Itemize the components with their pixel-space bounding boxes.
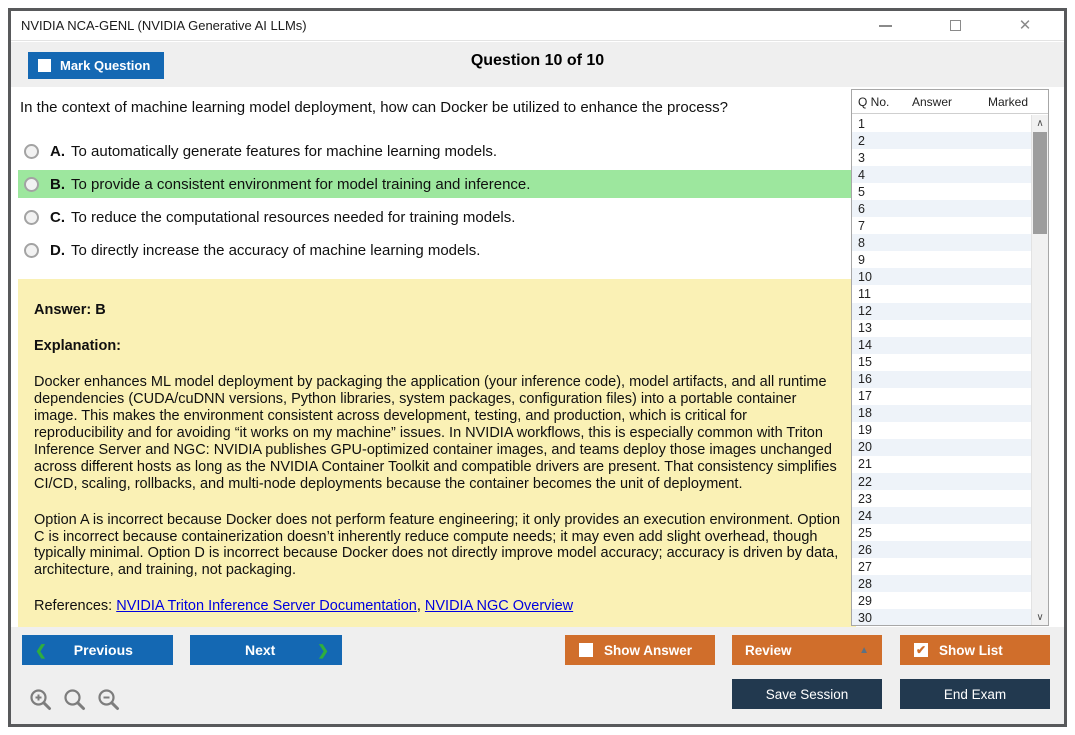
option-letter: A. (50, 142, 65, 160)
window-controls (876, 17, 1034, 35)
title-bar (11, 11, 1064, 41)
question-list-row[interactable] (852, 149, 1031, 166)
references-label: References: (34, 598, 117, 615)
show-list-checkbox (914, 643, 928, 657)
reference-link-ngc[interactable]: NVIDIA NGC Overview (424, 598, 574, 615)
close-icon: ✕ (1018, 17, 1032, 34)
column-header-qno: Q No. (858, 95, 890, 109)
question-list-cell: 13 (858, 321, 872, 336)
previous-button[interactable] (22, 635, 173, 665)
question-list-cell: 22 (858, 474, 872, 489)
option-row[interactable] (18, 236, 858, 264)
option-text: To directly increase the accuracy of machine learning models. (71, 241, 481, 259)
question-rows (852, 115, 1031, 625)
question-list-row[interactable] (852, 166, 1031, 183)
option-row[interactable] (18, 203, 858, 231)
question-list-cell: 28 (858, 576, 872, 591)
question-list-row[interactable] (852, 473, 1031, 490)
question-list-cell: 27 (858, 559, 872, 574)
next-button[interactable] (190, 635, 342, 665)
question-list-cell: 9 (858, 252, 865, 267)
references-separator: , (416, 598, 425, 615)
question-list-cell: 6 (858, 201, 865, 216)
question-list-row[interactable] (852, 439, 1031, 456)
question-list-cell: 10 (858, 269, 872, 284)
question-list-row[interactable] (852, 183, 1031, 200)
question-list-cell: 25 (858, 525, 872, 540)
question-counter: Question 10 of 10 (470, 52, 605, 69)
question-list-row[interactable] (852, 405, 1031, 422)
save-session-button[interactable] (732, 679, 882, 709)
question-list-row[interactable] (852, 422, 1031, 439)
question-list-row[interactable] (852, 558, 1031, 575)
maximize-button[interactable] (946, 17, 964, 35)
show-list-button[interactable] (900, 635, 1050, 665)
question-list-row[interactable] (852, 115, 1031, 132)
option-text: To provide a consistent environment for model training and inference. (71, 175, 531, 193)
question-list-cell: 1 (858, 116, 865, 131)
question-list-cell: 26 (858, 542, 872, 557)
question-list-cell: 2 (858, 133, 865, 148)
question-list-cell: 20 (858, 440, 872, 455)
footer-bar (11, 627, 1064, 724)
question-list-row[interactable] (852, 609, 1031, 625)
question-list-cell: 16 (858, 372, 872, 387)
question-list-row[interactable] (852, 541, 1031, 558)
minimize-button[interactable] (876, 17, 894, 35)
question-list-cell: 5 (858, 184, 865, 199)
previous-label: Previous (73, 642, 133, 658)
checkmark-icon: ✔ (915, 643, 927, 657)
option-letter: D. (50, 241, 65, 259)
question-list-cell: 8 (858, 235, 865, 250)
question-column (18, 87, 858, 627)
explanation-paragraph: Option A is incorrect because Docker does not perform feature engineering; it only provides an execution environment. Option C is incorrect because containerization doesn’t inherently reduce compute needs; it may even add slight overhead, though typically minimal. Option D is incorrect because Docker does not directly improve model accuracy; accuracy is driven by data, architecture, and training, not packaging. (34, 511, 841, 579)
question-list-row[interactable] (852, 285, 1031, 302)
mark-question-label: Mark Question (60, 58, 151, 73)
question-list-cell: 7 (858, 218, 865, 233)
question-list-cell: 24 (858, 508, 872, 523)
option-letter: B. (50, 175, 65, 193)
radio-option-b[interactable] (24, 177, 39, 192)
question-list-cell: 30 (858, 610, 872, 625)
explanation-box (18, 279, 856, 627)
next-label: Next (244, 642, 276, 658)
radio-option-a[interactable] (24, 144, 39, 159)
question-list-row[interactable] (852, 371, 1031, 388)
close-button[interactable] (1016, 17, 1034, 35)
maximize-icon (950, 20, 961, 31)
question-list-scrollbar[interactable] (1031, 115, 1048, 625)
options-list (18, 137, 858, 264)
question-list-row[interactable] (852, 507, 1031, 524)
zoom-in-icon[interactable] (28, 687, 53, 712)
show-list-label: Show List (939, 642, 1003, 658)
question-list-row[interactable] (852, 388, 1031, 405)
column-header-marked: Marked (988, 95, 1029, 109)
show-answer-button[interactable] (565, 635, 715, 665)
window-title: NVIDIA NCA-GENL (NVIDIA Generative AI LLMs) (21, 18, 307, 33)
radio-option-d[interactable] (24, 243, 39, 258)
show-answer-label: Show Answer (604, 642, 693, 658)
end-exam-label: End Exam (943, 686, 1007, 702)
radio-option-c[interactable] (24, 210, 39, 225)
option-row[interactable] (18, 137, 858, 165)
question-list-cell: 3 (858, 150, 865, 165)
question-list-row[interactable] (852, 354, 1031, 371)
question-text: In the context of machine learning model deployment, how can Docker be utilized to enhance the process? (20, 99, 728, 116)
question-list-cell: 18 (858, 406, 872, 421)
question-list-row[interactable] (852, 456, 1031, 473)
save-session-label: Save Session (765, 686, 849, 702)
chevron-left-icon: ❮ (35, 641, 47, 658)
reference-link-triton[interactable]: NVIDIA Triton Inference Server Documentation (116, 598, 417, 615)
question-list-cell: 29 (858, 593, 872, 608)
zoom-controls (28, 687, 121, 712)
option-letter: C. (50, 208, 65, 226)
question-list-body (852, 115, 1048, 625)
review-label: Review (745, 642, 792, 658)
zoom-reset-icon[interactable] (62, 687, 87, 712)
minimize-icon (879, 25, 892, 27)
question-list-row[interactable] (852, 320, 1031, 337)
option-text: To reduce the computational resources needed for training models. (71, 208, 516, 226)
question-list-cell: 19 (858, 423, 872, 438)
question-list-row[interactable] (852, 303, 1031, 320)
zoom-out-icon[interactable] (96, 687, 121, 712)
column-header-answer: Answer (912, 95, 953, 109)
chevron-right-icon: ❯ (317, 641, 329, 658)
question-list-cell: 12 (858, 304, 872, 319)
end-exam-button[interactable] (900, 679, 1050, 709)
caret-up-icon: ▲ (859, 644, 869, 656)
option-text: To automatically generate features for machine learning models. (71, 142, 498, 160)
question-list-row[interactable] (852, 251, 1031, 268)
question-list-cell: 14 (858, 338, 872, 353)
answer-line: Answer: B (34, 302, 106, 318)
question-list-row[interactable] (852, 575, 1031, 592)
show-answer-checkbox (579, 643, 593, 657)
question-list-cell: 17 (858, 389, 872, 404)
question-list-cell: 11 (858, 286, 871, 301)
scrollbar-up-icon[interactable]: ∧ (1036, 117, 1044, 129)
main-area (11, 87, 1064, 627)
question-list-row[interactable] (852, 217, 1031, 234)
question-list-row[interactable] (852, 132, 1031, 149)
option-row[interactable] (18, 170, 858, 198)
references-line (34, 598, 840, 615)
review-dropdown-button[interactable] (732, 635, 882, 665)
question-list-row[interactable] (852, 268, 1031, 285)
scrollbar-down-icon[interactable]: ∨ (1036, 611, 1044, 623)
question-list-row[interactable] (852, 234, 1031, 251)
scrollbar-thumb[interactable] (1033, 132, 1047, 234)
question-list-row[interactable] (852, 592, 1031, 609)
app-window (8, 8, 1067, 727)
question-list-cell: 21 (858, 457, 872, 472)
question-list-row[interactable] (852, 337, 1031, 354)
question-list-panel (851, 89, 1049, 626)
question-list-row[interactable] (852, 490, 1031, 507)
question-list-row[interactable] (852, 200, 1031, 217)
question-list-cell: 23 (858, 491, 872, 506)
question-list-cell: 4 (858, 167, 865, 182)
question-list-row[interactable] (852, 524, 1031, 541)
explanation-heading: Explanation: (34, 337, 122, 354)
question-list-cell: 15 (858, 355, 872, 370)
question-list-header (852, 90, 1048, 114)
explanation-paragraph: Docker enhances ML model deployment by packaging the application (your inference code), model artifacts, and all runtime dependencies (CUDA/cuDNN versions, Python libraries, system packages, configuration files) into a portable container image. This makes the environment consistent across development, testing, and production, which is critical for reproducibility and for avoiding “it works on my machine” issues. In NVIDIA workflows, this is especially common with Triton Inference Server and NGC: NVIDIA publishes GPU-optimized container images, and teams deploy those images unchanged across different hosts as long as the NVIDIA Container Toolkit and compatible drivers are present. That consistency simplifies CI/CD, scaling, rollbacks, and multi-node deployments because the container becomes the unit of deployment. (34, 373, 837, 492)
header-bar (11, 42, 1064, 87)
